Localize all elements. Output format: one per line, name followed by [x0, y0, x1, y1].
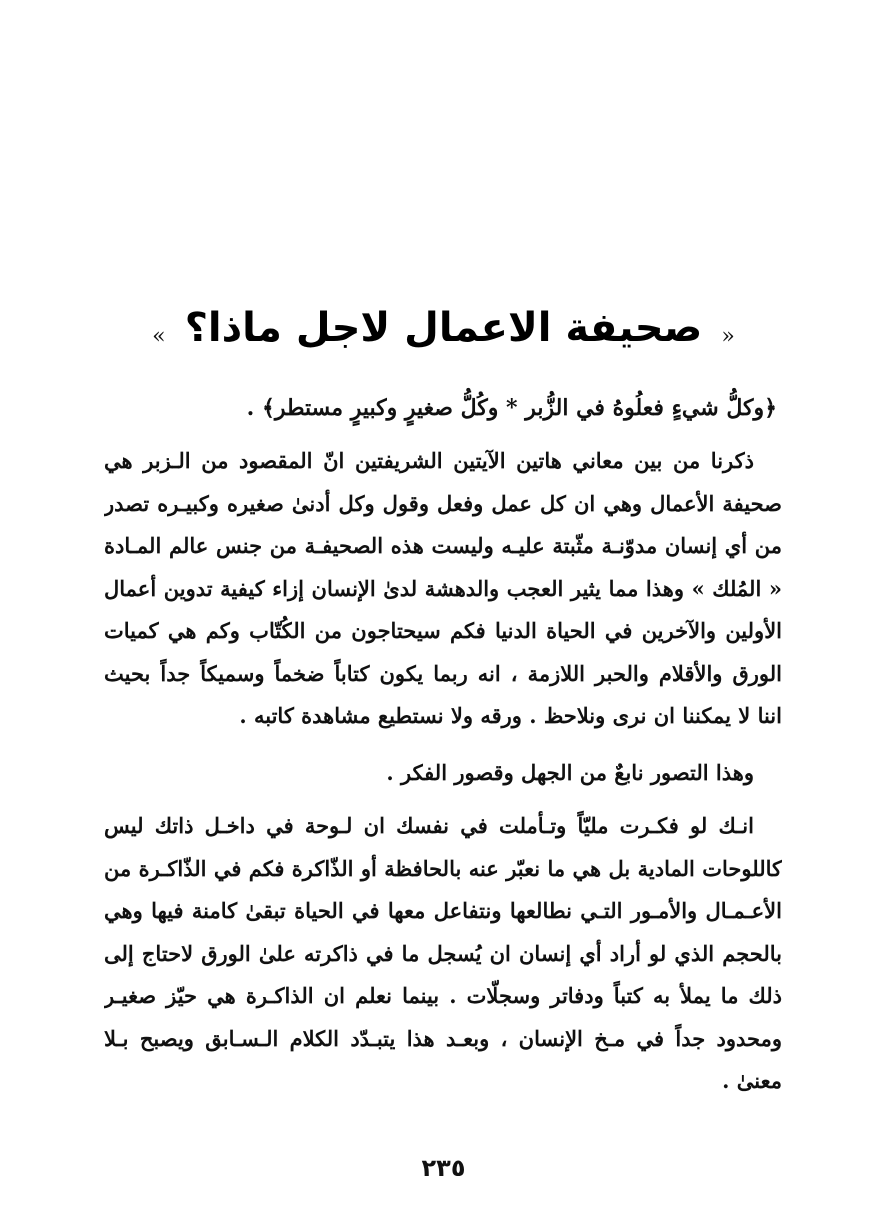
paragraph-line: الأعـمـال والأمـور التـي نطالعها ونتفاعل معها في الحياة تبقىٰ كامنة فيها وهي [104, 898, 782, 923]
paragraph-line: صحيفة الأعمال وهي ان كل عمل وفعل وقول وكل أدنىٰ صغيره وكبيـره تصدر [104, 490, 782, 516]
paragraph-line: ومحدود جداً في مـخ الإنسان ، وبعـد هذا يتبـدّد الكلام الـسـابق ويصبح بـلا [104, 1025, 782, 1051]
paragraph-3 [104, 805, 782, 1103]
heading-open-quote: « [721, 324, 735, 349]
paragraph-line: وهذا التصور نابعٌ من الجهل وقصور الفكر . [386, 760, 754, 785]
page-number: ٢٣٥ [421, 1154, 466, 1182]
paragraph-line: ذكرنا من بين معاني هاتين الآيتين الشريفتين انّ المقصود من الـزبر هي [104, 448, 754, 473]
chapter-title: صحيفة الاعمال لاجل ماذا؟ [184, 305, 703, 351]
paragraph-line: ذلك ما يملأ به كتباً ودفاتر وسجلّات . بينما نعلم ان الذاكـرة هي حيّز صغيـر [104, 983, 782, 1008]
paragraph-line: معنىٰ . [722, 1068, 782, 1093]
quran-verse: ﴿وكلُّ شيءٍ فعلُوهُ في الزُّبر * وكُلُّ صغيرٍ وكبيرٍ مستطر﴾ . [246, 395, 777, 421]
paragraph-line: انـك لو فكـرت مليّاً وتـأملت في نفسك ان لـوحة في داخـل ذاتك ليس [104, 813, 754, 838]
paragraph-line: كاللوحات المادية بل هي ما نعبّر عنه بالحافظة أو الذّاكرة فكم في الذّاكـرة من [104, 855, 782, 881]
paragraph-line: بالحجم الذي لو أراد أي إنسان ان يُسجل ما في ذاكرته علىٰ الورق لاحتاج إلى [104, 940, 782, 966]
paragraph-line: « المُلك » وهذا مما يثير العجب والدهشة لدىٰ الإنسان إزاء كيفية تدوين أعمال [104, 575, 782, 601]
chapter-heading [0, 300, 887, 356]
heading-close-quote: » [152, 324, 166, 349]
paragraph-line: الورق والأقلام والحبر اللازمة ، انه ربما يكون كتاباً ضخماً وسميكاً جداً بحيث [104, 660, 782, 686]
paragraph-line: الأولين والآخرين في الحياة الدنيا فكم سيحتاجون من الكُتّاب وكم هي كميات [104, 618, 782, 643]
paragraph-2 [104, 752, 782, 795]
paragraph-line: اننا لا يمكننا ان نرى ونلاحظ . ورقه ولا نستطيع مشاهدة كاتبه . [239, 703, 782, 728]
paragraph-line: من أي إنسان مدوّنـة مثّبتة عليـه وليست هذه الصحيفـة من جنس عالم المـادة [104, 533, 782, 558]
paragraph-1 [104, 440, 782, 738]
